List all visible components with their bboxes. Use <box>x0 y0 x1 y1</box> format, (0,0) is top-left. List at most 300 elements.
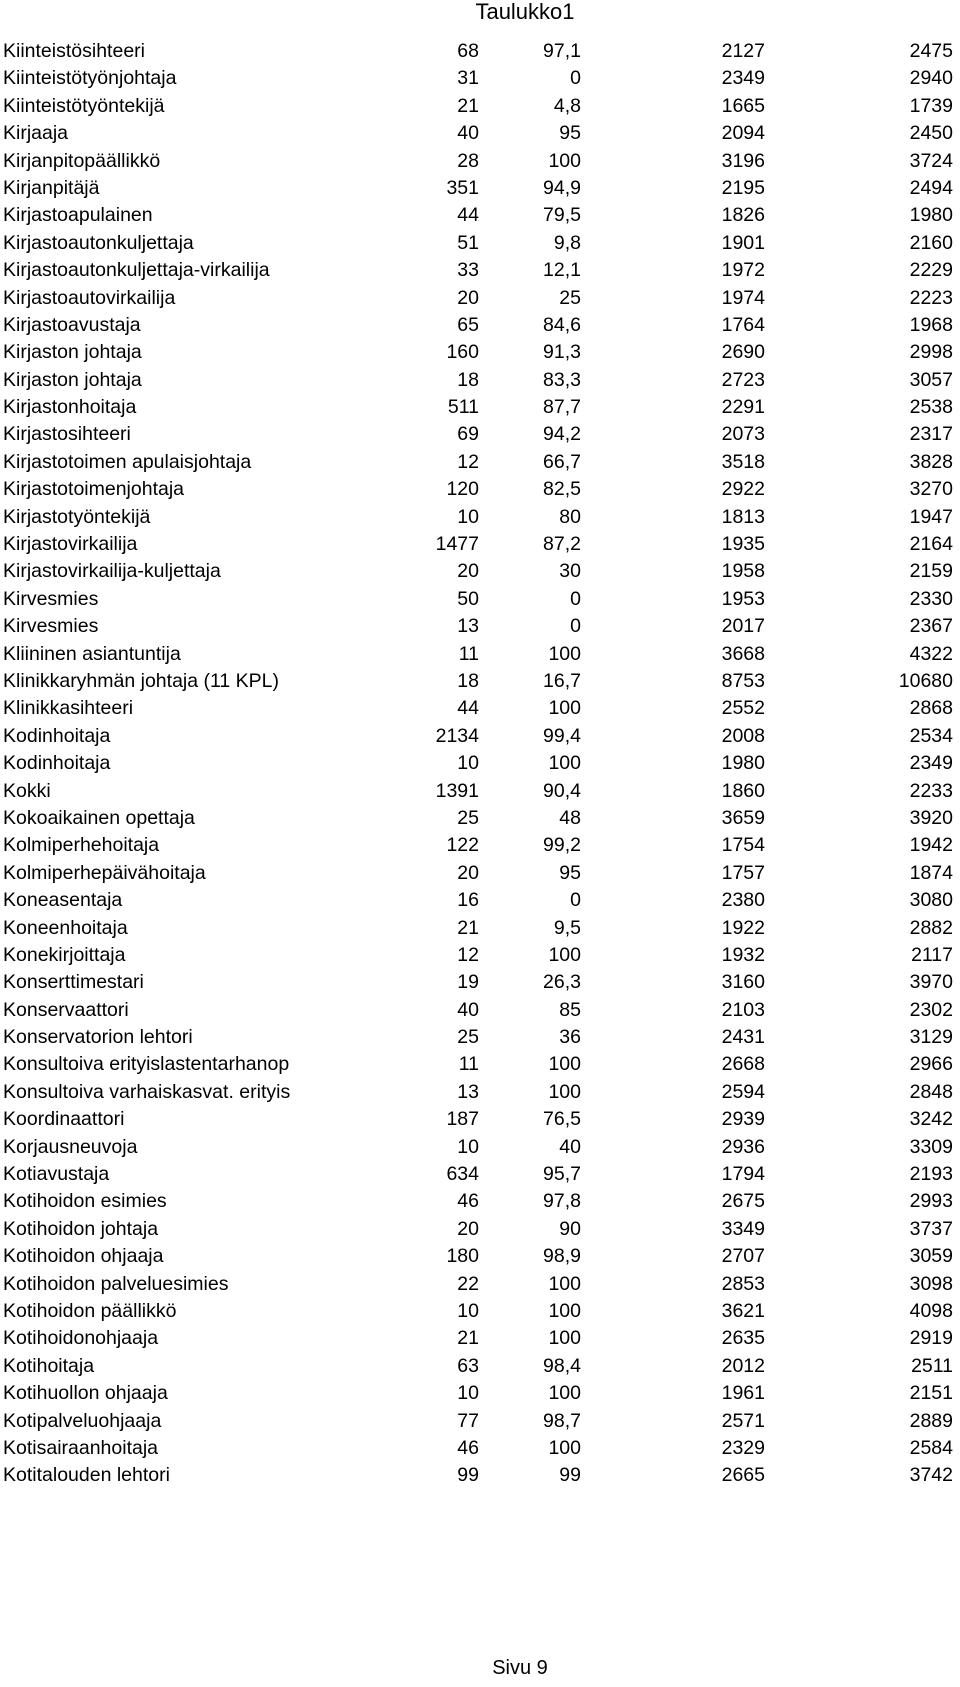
cell-percent: 100 <box>548 1272 581 1295</box>
cell-value-a: 2012 <box>721 1354 765 1377</box>
table-row <box>0 38 960 65</box>
cell-job-title: Kirjanpitäjä <box>3 176 100 199</box>
cell-job-title: Kirjaston johtaja <box>3 368 142 391</box>
cell-job-title: Kirvesmies <box>3 615 99 638</box>
cell-job-title: Konsultoiva varhaiskasvat. erityis <box>3 1080 291 1103</box>
cell-job-title: Kokoaikainen opettaja <box>3 806 195 829</box>
cell-percent: 100 <box>548 943 581 966</box>
cell-value-b: 10680 <box>898 669 953 692</box>
cell-job-title: Kotitalouden lehtori <box>3 1464 170 1487</box>
cell-value-a: 1813 <box>721 505 765 528</box>
cell-value-a: 2922 <box>721 478 765 501</box>
cell-percent: 4,8 <box>553 94 581 117</box>
cell-value-a: 1757 <box>721 861 765 884</box>
cell-value-b: 3270 <box>909 478 953 501</box>
cell-job-title: Kolmiperhepäivähoitaja <box>3 861 206 884</box>
cell-job-title: Kirjaaja <box>3 122 69 145</box>
cell-job-title: Kotipalveluohjaaja <box>3 1409 162 1432</box>
table-row <box>0 421 960 448</box>
cell-job-title: Kiinteistösihteeri <box>3 40 145 62</box>
cell-job-title: Kotisairaanhoitaja <box>3 1436 159 1459</box>
cell-job-title: Kirjastoapulainen <box>3 204 153 227</box>
cell-value-b: 2164 <box>909 533 953 556</box>
cell-value-b: 1947 <box>909 505 953 528</box>
cell-value-b: 2367 <box>909 615 953 638</box>
cell-percent: 0 <box>570 889 581 912</box>
cell-percent: 100 <box>548 1299 581 1322</box>
cell-value-b: 3242 <box>909 1108 953 1131</box>
cell-count: 511 <box>447 396 479 419</box>
cell-value-b: 4322 <box>909 642 953 665</box>
cell-count: 31 <box>457 67 479 90</box>
table-row <box>0 1243 960 1270</box>
cell-percent: 97,8 <box>543 1190 581 1213</box>
cell-value-b: 2868 <box>909 697 953 720</box>
cell-count: 120 <box>446 478 479 501</box>
table-row <box>0 476 960 503</box>
cell-job-title: Kiinteistötyöntekijä <box>3 94 165 117</box>
cell-value-a: 2380 <box>721 889 765 912</box>
cell-percent: 85 <box>559 998 581 1021</box>
cell-value-a: 1974 <box>721 286 765 309</box>
cell-count: 16 <box>457 889 479 912</box>
cell-percent: 87,2 <box>543 533 581 556</box>
cell-value-a: 1980 <box>721 752 765 775</box>
table-row <box>0 832 960 859</box>
cell-job-title: Kirjastovirkailija <box>3 533 138 556</box>
cell-job-title: Korjausneuvoja <box>3 1135 138 1158</box>
cell-value-b: 3828 <box>909 450 953 473</box>
cell-value-a: 2103 <box>721 998 765 1021</box>
cell-percent: 100 <box>548 1382 581 1405</box>
cell-job-title: Kirjastotoimenjohtaja <box>3 478 185 501</box>
cell-percent: 100 <box>548 1080 581 1103</box>
cell-job-title: Kotihoidon ohjaaja <box>3 1245 164 1268</box>
cell-count: 10 <box>457 1135 479 1158</box>
table-row <box>0 997 960 1024</box>
cell-job-title: Kolmiperhehoitaja <box>3 834 160 857</box>
cell-count: 187 <box>446 1108 479 1131</box>
cell-percent: 90,4 <box>543 779 581 802</box>
cell-value-a: 2936 <box>721 1135 765 1158</box>
table-row <box>0 312 960 339</box>
table-row <box>0 860 960 887</box>
table-row <box>0 969 960 996</box>
cell-value-a: 2552 <box>721 697 765 720</box>
cell-value-b: 2534 <box>909 724 953 747</box>
cell-count: 69 <box>457 423 479 446</box>
cell-value-a: 1972 <box>721 259 765 282</box>
table-row <box>0 641 960 668</box>
table-row <box>0 230 960 257</box>
table-row <box>0 1134 960 1161</box>
cell-count: 51 <box>457 231 479 254</box>
cell-percent: 12,1 <box>543 259 581 282</box>
table-row <box>0 175 960 202</box>
cell-value-a: 2690 <box>721 341 765 364</box>
table-row <box>0 1435 960 1462</box>
cell-value-b: 1980 <box>909 204 953 227</box>
cell-value-b: 2160 <box>909 231 953 254</box>
cell-count: 44 <box>457 697 479 720</box>
cell-count: 18 <box>457 368 479 391</box>
cell-percent: 100 <box>548 752 581 775</box>
cell-job-title: Konservaattori <box>3 998 129 1021</box>
cell-percent: 100 <box>548 697 581 720</box>
table-row <box>0 285 960 312</box>
table-row <box>0 202 960 229</box>
cell-job-title: Konsultoiva erityislastentarhanop <box>3 1053 290 1076</box>
cell-job-title: Klinikkaryhmän johtaja (11 KPL) <box>3 669 280 692</box>
cell-value-b: 2233 <box>909 779 953 802</box>
table-row <box>0 1408 960 1435</box>
cell-job-title: Konserttimestari <box>3 971 144 994</box>
cell-value-a: 2675 <box>721 1190 765 1213</box>
cell-value-b: 2889 <box>909 1409 953 1432</box>
cell-value-a: 3160 <box>721 971 765 994</box>
cell-count: 20 <box>457 861 479 884</box>
cell-job-title: Koneenhoitaja <box>3 916 128 939</box>
cell-job-title: Kotihuollon ohjaaja <box>3 1382 168 1405</box>
table-row <box>0 1024 960 1051</box>
cell-value-a: 2291 <box>721 396 765 419</box>
cell-value-a: 2939 <box>721 1108 765 1131</box>
cell-value-a: 2195 <box>721 176 765 199</box>
cell-value-a: 2329 <box>721 1436 765 1459</box>
cell-percent: 26,3 <box>543 971 581 994</box>
page-footer-number: Sivu 9 <box>492 1657 548 1679</box>
cell-value-a: 2349 <box>721 67 765 90</box>
cell-count: 1391 <box>435 779 479 802</box>
cell-value-a: 2127 <box>721 40 765 62</box>
cell-count: 46 <box>457 1190 479 1213</box>
cell-percent: 48 <box>559 806 581 829</box>
cell-count: 10 <box>457 752 479 775</box>
cell-value-b: 3742 <box>909 1464 953 1487</box>
data-table <box>0 38 960 1490</box>
cell-percent: 16,7 <box>543 669 581 692</box>
cell-count: 40 <box>457 998 479 1021</box>
cell-percent: 98,7 <box>543 1409 581 1432</box>
cell-job-title: Kirjastovirkailija-kuljettaja <box>3 560 221 583</box>
cell-value-b: 2450 <box>909 122 953 145</box>
cell-percent: 95 <box>559 122 581 145</box>
cell-value-b: 2302 <box>909 998 953 1021</box>
cell-percent: 94,2 <box>543 423 581 446</box>
table-row <box>0 1106 960 1133</box>
cell-value-b: 2993 <box>909 1190 953 1213</box>
cell-count: 19 <box>457 971 479 994</box>
table-row <box>0 778 960 805</box>
cell-job-title: Kirjastotyöntekijä <box>3 505 151 528</box>
cell-value-b: 3057 <box>909 368 953 391</box>
cell-value-b: 3129 <box>909 1026 953 1049</box>
cell-job-title: Kodinhoitaja <box>3 752 111 775</box>
table-row <box>0 1216 960 1243</box>
cell-percent: 98,4 <box>543 1354 581 1377</box>
cell-value-a: 3196 <box>721 149 765 172</box>
cell-value-a: 2668 <box>721 1053 765 1076</box>
table-row <box>0 1298 960 1325</box>
cell-percent: 79,5 <box>543 204 581 227</box>
cell-percent: 84,6 <box>543 313 581 336</box>
cell-count: 46 <box>457 1436 479 1459</box>
cell-count: 21 <box>457 916 479 939</box>
table-row <box>0 1079 960 1106</box>
table-row <box>0 93 960 120</box>
cell-count: 160 <box>446 341 479 364</box>
cell-job-title: Kotihoidon palveluesimies <box>3 1272 229 1295</box>
cell-job-title: Kotiavustaja <box>3 1163 110 1186</box>
cell-value-b: 2193 <box>909 1163 953 1186</box>
cell-count: 1477 <box>435 533 479 556</box>
table-row <box>0 668 960 695</box>
cell-value-a: 1665 <box>721 94 765 117</box>
cell-count: 11 <box>458 1053 479 1076</box>
cell-count: 11 <box>458 642 479 665</box>
cell-percent: 30 <box>559 560 581 583</box>
cell-count: 122 <box>446 834 479 857</box>
cell-value-b: 2317 <box>909 423 953 446</box>
cell-value-b: 1874 <box>909 861 953 884</box>
table-row <box>0 613 960 640</box>
cell-job-title: Kirjastotoimen apulaisjohtaja <box>3 450 252 473</box>
table-row <box>0 1462 960 1489</box>
cell-percent: 40 <box>559 1135 581 1158</box>
table-row <box>0 257 960 284</box>
table-row <box>0 887 960 914</box>
cell-count: 180 <box>446 1245 479 1268</box>
page-header-title: Taulukko1 <box>475 0 575 24</box>
cell-value-a: 8753 <box>721 669 765 692</box>
cell-count: 10 <box>457 1382 479 1405</box>
table-row <box>0 367 960 394</box>
table-row <box>0 915 960 942</box>
table-row <box>0 1161 960 1188</box>
cell-count: 28 <box>457 149 479 172</box>
table-row <box>0 1188 960 1215</box>
cell-percent: 90 <box>559 1217 581 1240</box>
cell-value-a: 3349 <box>721 1217 765 1240</box>
table-row <box>0 394 960 421</box>
cell-value-a: 2723 <box>721 368 765 391</box>
cell-count: 20 <box>457 1217 479 1240</box>
cell-job-title: Kokki <box>3 779 51 802</box>
cell-value-b: 2349 <box>909 752 953 775</box>
table-row <box>0 1353 960 1380</box>
cell-value-b: 3920 <box>909 806 953 829</box>
cell-value-a: 3621 <box>721 1299 765 1322</box>
table-row <box>0 723 960 750</box>
cell-count: 68 <box>457 40 479 62</box>
cell-value-a: 2431 <box>721 1026 765 1049</box>
cell-value-b: 2882 <box>909 916 953 939</box>
cell-value-b: 2848 <box>909 1080 953 1103</box>
cell-job-title: Klinikkasihteeri <box>3 697 134 720</box>
cell-value-b: 2584 <box>909 1436 953 1459</box>
cell-percent: 36 <box>559 1026 581 1049</box>
cell-value-b: 2475 <box>909 40 953 62</box>
cell-count: 10 <box>457 1299 479 1322</box>
cell-count: 2134 <box>435 724 479 747</box>
cell-job-title: Kirjastonhoitaja <box>3 396 137 419</box>
cell-percent: 94,9 <box>543 176 581 199</box>
cell-value-b: 2151 <box>909 1382 953 1405</box>
cell-value-b: 3098 <box>909 1272 953 1295</box>
cell-percent: 98,9 <box>543 1245 581 1268</box>
cell-percent: 87,7 <box>543 396 581 419</box>
cell-percent: 100 <box>548 642 581 665</box>
cell-job-title: Kirvesmies <box>3 587 99 610</box>
cell-job-title: Kirjastoautonkuljettaja-virkailija <box>3 259 270 282</box>
cell-job-title: Konservatorion lehtori <box>3 1026 193 1049</box>
cell-count: 33 <box>457 259 479 282</box>
cell-value-a: 1901 <box>721 231 765 254</box>
cell-value-b: 2966 <box>909 1053 953 1076</box>
cell-value-b: 4098 <box>909 1299 953 1322</box>
cell-count: 25 <box>457 1026 479 1049</box>
cell-count: 20 <box>457 560 479 583</box>
table-row <box>0 148 960 175</box>
cell-percent: 95,7 <box>543 1163 581 1186</box>
cell-percent: 80 <box>559 505 581 528</box>
cell-value-a: 1932 <box>721 943 765 966</box>
table-row <box>0 531 960 558</box>
cell-percent: 0 <box>570 587 581 610</box>
cell-count: 65 <box>457 313 479 336</box>
cell-value-a: 1754 <box>721 834 765 857</box>
cell-value-a: 1958 <box>721 560 765 583</box>
cell-value-b: 2511 <box>911 1354 953 1377</box>
cell-value-a: 1953 <box>721 587 765 610</box>
cell-value-b: 1968 <box>909 313 953 336</box>
cell-value-a: 3668 <box>721 642 765 665</box>
cell-job-title: Koneasentaja <box>3 889 123 912</box>
cell-value-b: 3309 <box>909 1135 953 1158</box>
cell-count: 634 <box>446 1163 479 1186</box>
cell-job-title: Kirjastoautovirkailija <box>3 286 176 309</box>
cell-job-title: Kirjastoautonkuljettaja <box>3 231 194 254</box>
cell-value-a: 3518 <box>721 450 765 473</box>
cell-value-a: 3659 <box>721 806 765 829</box>
cell-job-title: Kirjastoavustaja <box>3 313 141 336</box>
table-row <box>0 339 960 366</box>
cell-count: 12 <box>457 450 479 473</box>
cell-percent: 99,2 <box>543 834 581 857</box>
cell-percent: 100 <box>548 1053 581 1076</box>
cell-value-b: 2919 <box>909 1327 953 1350</box>
cell-value-a: 1764 <box>721 313 765 336</box>
cell-job-title: Kotihoitaja <box>3 1354 95 1377</box>
cell-value-a: 2017 <box>721 615 765 638</box>
cell-value-a: 2853 <box>721 1272 765 1295</box>
cell-count: 25 <box>457 806 479 829</box>
cell-value-b: 1739 <box>909 94 953 117</box>
cell-count: 63 <box>457 1354 479 1377</box>
cell-job-title: Kotihoidon päällikkö <box>3 1299 177 1322</box>
cell-value-b: 3970 <box>909 971 953 994</box>
cell-value-a: 2073 <box>721 423 765 446</box>
cell-percent: 9,8 <box>553 231 581 254</box>
cell-value-a: 2594 <box>721 1080 765 1103</box>
cell-value-b: 2998 <box>909 341 953 364</box>
cell-count: 13 <box>457 1080 479 1103</box>
cell-count: 13 <box>457 615 479 638</box>
table-row <box>0 1271 960 1298</box>
table-row <box>0 65 960 92</box>
cell-value-a: 2094 <box>721 122 765 145</box>
cell-value-a: 2665 <box>721 1464 765 1487</box>
cell-count: 44 <box>457 204 479 227</box>
cell-job-title: Koordinaattori <box>3 1108 125 1131</box>
cell-job-title: Kliininen asiantuntija <box>3 642 181 665</box>
cell-count: 351 <box>446 176 479 199</box>
cell-value-a: 2635 <box>721 1327 765 1350</box>
cell-job-title: Konekirjoittaja <box>3 943 126 966</box>
cell-value-b: 2940 <box>909 67 953 90</box>
table-row <box>0 942 960 969</box>
cell-value-a: 1826 <box>721 204 765 227</box>
cell-percent: 91,3 <box>543 341 581 364</box>
cell-job-title: Kirjastosihteeri <box>3 423 131 446</box>
cell-count: 50 <box>457 587 479 610</box>
cell-count: 77 <box>457 1409 479 1432</box>
cell-percent: 97,1 <box>543 40 581 62</box>
table-row <box>0 750 960 777</box>
cell-percent: 99 <box>559 1464 581 1487</box>
cell-value-a: 1961 <box>721 1382 765 1405</box>
cell-percent: 100 <box>548 1436 581 1459</box>
cell-value-b: 2330 <box>909 587 953 610</box>
cell-value-a: 2707 <box>721 1245 765 1268</box>
cell-value-a: 1935 <box>721 533 765 556</box>
table-row <box>0 805 960 832</box>
cell-percent: 83,3 <box>543 368 581 391</box>
table-row <box>0 586 960 613</box>
table-row <box>0 558 960 585</box>
cell-value-b: 2494 <box>909 176 953 199</box>
cell-value-b: 1942 <box>909 834 953 857</box>
cell-value-b: 2159 <box>909 560 953 583</box>
cell-value-b: 3059 <box>909 1245 953 1268</box>
cell-percent: 66,7 <box>543 450 581 473</box>
cell-value-a: 2571 <box>721 1409 765 1432</box>
cell-value-b: 2117 <box>911 943 953 966</box>
table-row <box>0 695 960 722</box>
cell-percent: 82,5 <box>543 478 581 501</box>
cell-value-b: 2229 <box>909 259 953 282</box>
cell-job-title: Kotihoidonohjaaja <box>3 1327 159 1350</box>
cell-count: 21 <box>457 1327 479 1350</box>
cell-value-b: 2223 <box>909 286 953 309</box>
table-row <box>0 1325 960 1352</box>
cell-percent: 100 <box>548 149 581 172</box>
table-row <box>0 120 960 147</box>
cell-percent: 9,5 <box>553 916 581 939</box>
cell-job-title: Kirjanpitopäällikkö <box>3 149 161 172</box>
cell-percent: 100 <box>548 1327 581 1350</box>
cell-job-title: Kiinteistötyönjohtaja <box>3 67 177 90</box>
cell-count: 20 <box>457 286 479 309</box>
table-row <box>0 1051 960 1078</box>
cell-percent: 0 <box>570 67 581 90</box>
cell-value-a: 1860 <box>721 779 765 802</box>
cell-count: 10 <box>457 505 479 528</box>
table-row <box>0 449 960 476</box>
cell-percent: 25 <box>559 286 581 309</box>
cell-count: 21 <box>457 94 479 117</box>
table-row <box>0 1380 960 1407</box>
